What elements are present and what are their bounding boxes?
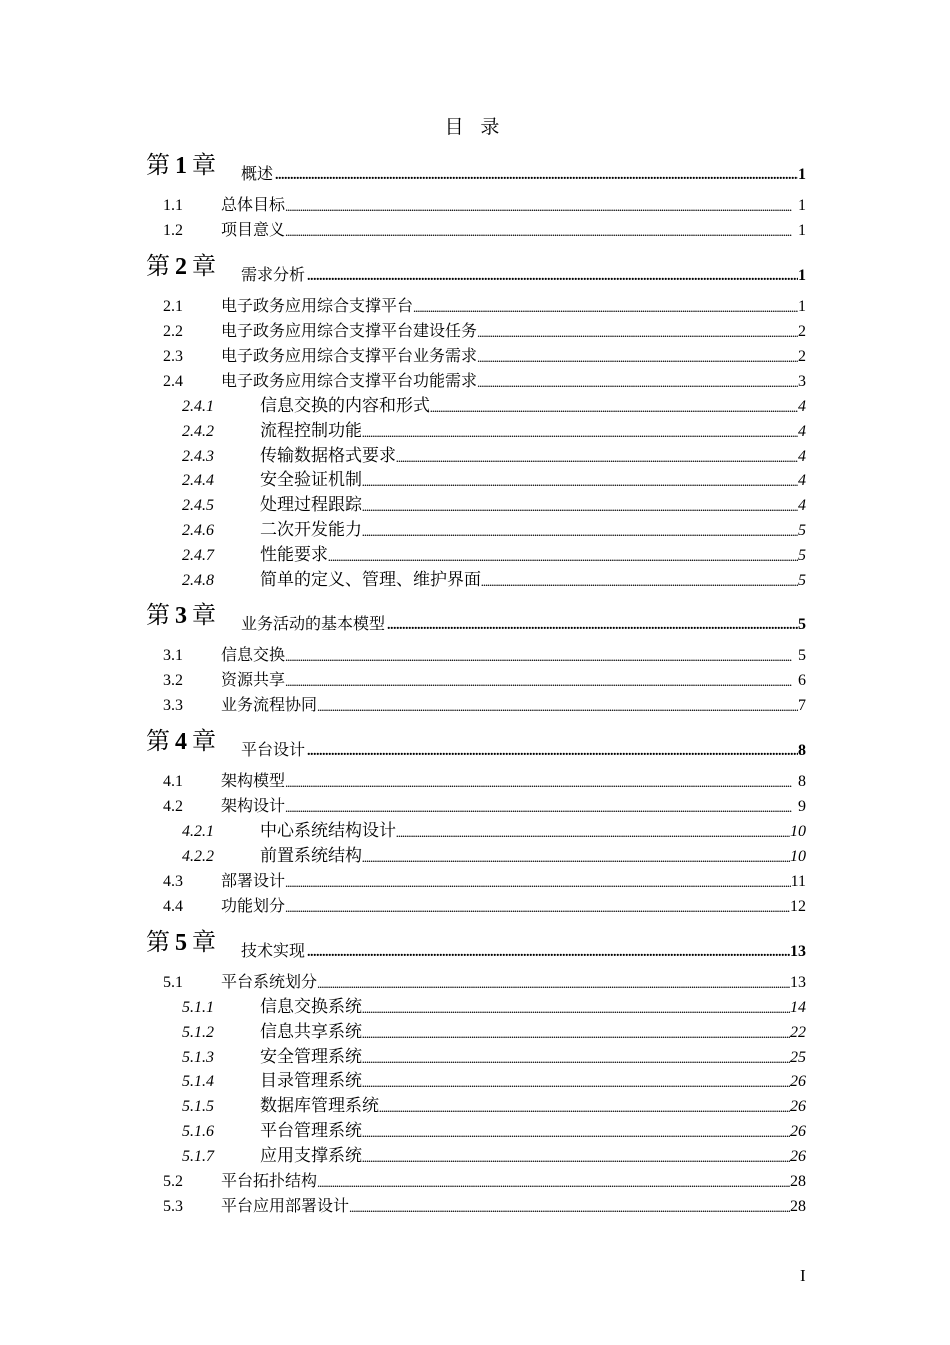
dot-leader (285, 800, 798, 816)
entry-page: 3 (798, 373, 806, 390)
dot-leader (387, 618, 798, 634)
entry-body (221, 893, 806, 916)
dot-leader (307, 744, 798, 760)
entry-title: 业务活动的基本模型 (241, 614, 386, 634)
entry-number: 2.4.7 (182, 546, 214, 564)
dot-leader (362, 850, 790, 866)
entry-body (260, 1042, 806, 1067)
entry-page: 13 (790, 974, 806, 991)
entry-body (221, 318, 806, 341)
section-entry[interactable] (0, 320, 950, 344)
chapter-entry[interactable] (0, 251, 950, 285)
entry-body (260, 1141, 806, 1166)
entry-title: 电子政务应用综合支撑平台 (221, 296, 414, 315)
entry-number: 2.4 (163, 373, 183, 390)
dot-leader (430, 400, 798, 416)
entry-page: 26 (790, 1147, 806, 1165)
chapter-digit: 5 (175, 930, 187, 956)
entry-title: 平台应用部署设计 (221, 1195, 350, 1215)
entry-page: 5 (798, 522, 806, 539)
chapter-number (146, 246, 216, 281)
entry-body (260, 1091, 806, 1116)
chapter-number (146, 721, 216, 756)
entry-number: 2.4.8 (182, 571, 214, 589)
entry-page: 7 (798, 697, 806, 715)
entry-page: 1 (798, 166, 806, 183)
chapter-entry[interactable] (0, 726, 950, 760)
dot-leader (362, 1075, 790, 1091)
section-entry[interactable] (0, 694, 950, 718)
dot-leader (362, 1001, 790, 1017)
entry-title: 信息交换的内容和形式 (260, 396, 430, 416)
entry-title: 处理过程跟踪 (260, 495, 362, 516)
dot-leader (285, 224, 798, 240)
dot-leader (285, 875, 791, 891)
entry-title: 目录管理系统 (260, 1071, 362, 1092)
section-entry[interactable] (0, 770, 950, 794)
entry-title: 业务流程协同 (221, 695, 318, 715)
entry-number: 5.1 (163, 974, 183, 991)
entry-page: 2 (798, 348, 806, 365)
entry-page: 4 (798, 447, 806, 465)
entry-body (221, 642, 806, 665)
entry-body (260, 565, 806, 590)
dot-leader (396, 825, 790, 841)
entry-number: 4.4 (163, 898, 183, 915)
entry-title: 数据库管理系统 (260, 1096, 379, 1117)
section-entry[interactable] (0, 295, 950, 319)
entry-page: 26 (790, 1098, 806, 1116)
entry-page: 28 (790, 1172, 806, 1190)
chapter-suffix: 章 (192, 729, 216, 756)
entry-body (221, 868, 806, 891)
entry-body (221, 793, 806, 816)
chapter-prefix: 第 (146, 729, 170, 756)
chapter-entry[interactable] (0, 600, 950, 634)
entry-title: 安全验证机制 (260, 470, 362, 491)
entry-title: 资源共享 (221, 670, 286, 690)
entry-page: 4 (798, 497, 806, 515)
entry-page: 5 (798, 546, 806, 564)
entry-title: 电子政务应用综合支撑平台建设任务 (221, 321, 478, 340)
dot-leader (481, 574, 798, 590)
dot-leader (362, 524, 798, 540)
section-entry[interactable] (0, 1170, 950, 1194)
dot-leader (275, 168, 798, 184)
entry-body (260, 540, 806, 565)
entry-title: 安全管理系统 (260, 1046, 362, 1067)
dot-leader (285, 649, 798, 665)
entry-number: 5.1.5 (182, 1098, 214, 1116)
entry-page: 12 (790, 898, 806, 915)
entry-body (221, 217, 806, 240)
entry-page: 2 (798, 323, 806, 340)
chapter-prefix: 第 (146, 930, 170, 956)
chapter-digit: 1 (175, 153, 187, 179)
entry-title: 二次开发能力 (260, 520, 362, 540)
entry-body (241, 737, 806, 760)
section-entry[interactable] (0, 669, 950, 693)
entry-number: 5.1.6 (182, 1123, 214, 1140)
subsection-entry[interactable] (0, 569, 950, 593)
dot-leader (379, 1100, 790, 1116)
entry-title: 总体目标 (221, 195, 286, 214)
entry-number: 5.1.7 (182, 1147, 214, 1165)
entry-page: 5 (798, 616, 806, 634)
entry-number: 3.3 (163, 697, 183, 715)
entry-page: 4 (798, 472, 806, 490)
entry-page: 26 (790, 1073, 806, 1091)
section-entry[interactable] (0, 1195, 950, 1219)
entry-body (260, 490, 806, 515)
entry-number: 5.1.1 (182, 999, 214, 1016)
dot-leader (317, 1175, 790, 1191)
section-entry[interactable] (0, 345, 950, 369)
entry-title: 功能划分 (221, 896, 286, 915)
entry-page: 1 (798, 222, 806, 239)
entry-page: 8 (798, 773, 806, 791)
entry-number: 4.3 (163, 873, 183, 890)
chapter-suffix: 章 (192, 153, 216, 179)
chapter-number (146, 922, 216, 957)
entry-number: 3.1 (163, 647, 183, 665)
entry-title: 平台管理系统 (260, 1121, 362, 1141)
entry-page: 5 (798, 571, 806, 589)
dot-leader (349, 1200, 790, 1216)
entry-body (260, 1066, 806, 1091)
dot-leader (362, 474, 798, 490)
entry-page: 14 (790, 999, 806, 1016)
dot-leader (477, 325, 798, 341)
entry-page: 28 (790, 1197, 806, 1215)
entry-number: 2.1 (163, 298, 183, 315)
entry-body (241, 262, 806, 285)
chapter-number (146, 595, 216, 630)
entry-title: 性能要求 (260, 544, 328, 565)
entry-number: 2.4.6 (182, 522, 214, 539)
chapter-suffix: 章 (192, 603, 216, 630)
entry-number: 5.1.2 (182, 1023, 214, 1041)
entry-page: 11 (790, 873, 806, 890)
dot-leader (285, 674, 798, 690)
entry-body (221, 692, 806, 715)
entry-body (260, 391, 806, 416)
entry-page: 1 (798, 298, 806, 315)
entry-body (260, 441, 806, 466)
entry-title: 架构设计 (221, 796, 286, 816)
entry-title: 部署设计 (221, 871, 286, 890)
entry-body (221, 768, 806, 791)
entry-number: 1.2 (163, 222, 183, 239)
entry-title: 应用支撑系统 (260, 1145, 362, 1166)
subsection-entry[interactable] (0, 845, 950, 869)
entry-title: 中心系统结构设计 (260, 821, 396, 842)
entry-number: 4.1 (163, 773, 183, 791)
chapter-entry[interactable] (0, 150, 950, 184)
entry-number: 5.2 (163, 1172, 183, 1190)
entry-title: 信息交换系统 (260, 997, 362, 1017)
entry-page: 13 (790, 943, 806, 960)
entry-page: 5 (798, 647, 806, 665)
chapter-number (146, 145, 216, 180)
entry-number: 2.4.2 (182, 422, 214, 440)
chapter-digit: 3 (175, 603, 187, 630)
entry-body (221, 1168, 806, 1191)
entry-number: 2.4.3 (182, 447, 214, 465)
chapter-suffix: 章 (192, 254, 216, 280)
page-title: 目 录 (444, 117, 506, 138)
entry-number: 3.2 (163, 672, 183, 690)
section-entry[interactable] (0, 194, 950, 218)
chapter-suffix: 章 (192, 930, 216, 956)
entry-body (260, 416, 806, 441)
entry-body (241, 938, 806, 961)
entry-number: 2.3 (163, 348, 183, 365)
entry-body (221, 1193, 806, 1216)
entry-title: 平台系统划分 (221, 972, 318, 991)
entry-number: 4.2 (163, 798, 183, 816)
entry-page: 22 (790, 1023, 806, 1041)
entry-page: 1 (798, 267, 806, 284)
section-entry[interactable] (0, 644, 950, 668)
entry-body (260, 992, 806, 1017)
entry-page: 8 (798, 742, 806, 760)
entry-page: 26 (790, 1123, 806, 1140)
entry-number: 4.2.2 (182, 848, 214, 866)
dot-leader (285, 775, 798, 791)
entry-page: 1 (798, 197, 806, 214)
entry-page: 10 (790, 823, 806, 841)
entry-body (221, 343, 806, 366)
entry-number: 2.4.4 (182, 472, 214, 490)
dot-leader (307, 269, 798, 285)
dot-leader (362, 499, 798, 515)
entry-body (260, 515, 806, 540)
dot-leader (362, 1125, 790, 1141)
entry-title: 平台设计 (241, 740, 306, 760)
entry-body (221, 969, 806, 992)
entry-body (260, 816, 806, 841)
entry-title: 技术实现 (241, 941, 306, 960)
entry-body (221, 368, 806, 391)
entry-body (221, 293, 806, 316)
entry-number: 2.2 (163, 323, 183, 340)
entry-page: 6 (798, 672, 806, 690)
entry-title: 信息共享系统 (260, 1021, 362, 1042)
chapter-digit: 2 (175, 254, 187, 280)
entry-number: 5.1.4 (182, 1073, 214, 1091)
dot-leader (317, 699, 798, 715)
dot-leader (362, 1150, 790, 1166)
entry-number: 2.4.1 (182, 398, 214, 415)
entry-title: 需求分析 (241, 265, 306, 284)
entry-body (260, 1116, 806, 1141)
page-number: I (800, 1266, 806, 1285)
entry-title: 概述 (241, 164, 274, 183)
entry-title: 简单的定义、管理、维护界面 (260, 569, 481, 590)
entry-page: 9 (798, 798, 806, 816)
entry-title: 架构模型 (221, 771, 286, 791)
dot-leader (307, 945, 790, 961)
entry-number: 2.4.5 (182, 497, 214, 515)
dot-leader (285, 199, 798, 215)
entry-title: 电子政务应用综合支撑平台功能需求 (221, 371, 478, 390)
entry-page: 25 (790, 1048, 806, 1066)
dot-leader (328, 549, 798, 565)
subsection-entry[interactable] (0, 1145, 950, 1169)
entry-page: 4 (798, 398, 806, 415)
entry-body (260, 465, 806, 490)
section-entry[interactable] (0, 895, 950, 919)
entry-number: 5.1.3 (182, 1048, 214, 1066)
entry-body (260, 841, 806, 866)
entry-title: 流程控制功能 (260, 420, 362, 441)
entry-number: 1.1 (163, 197, 183, 214)
dot-leader (477, 350, 798, 366)
entry-body (221, 667, 806, 690)
chapter-prefix: 第 (146, 153, 170, 179)
dot-leader (477, 375, 798, 391)
entry-number: 4.2.1 (182, 823, 214, 841)
dot-leader (317, 976, 790, 992)
section-entry[interactable] (0, 870, 950, 894)
entry-title: 项目意义 (221, 220, 286, 239)
entry-body (241, 161, 806, 184)
entry-number: 5.3 (163, 1197, 183, 1215)
entry-title: 平台拓扑结构 (221, 1170, 318, 1190)
entry-page: 10 (790, 848, 806, 866)
dot-leader (413, 300, 798, 316)
entry-title: 前置系统结构 (260, 846, 362, 867)
entry-title: 电子政务应用综合支撑平台业务需求 (221, 346, 478, 365)
entry-body (260, 1017, 806, 1042)
entry-page: 4 (798, 422, 806, 440)
dot-leader (285, 900, 790, 916)
entry-title: 信息交换 (221, 645, 286, 665)
dot-leader (362, 425, 798, 441)
chapter-prefix: 第 (146, 603, 170, 630)
entry-body (241, 611, 806, 634)
section-entry[interactable] (0, 219, 950, 243)
chapter-entry[interactable] (0, 927, 950, 961)
dot-leader (362, 1051, 790, 1067)
chapter-digit: 4 (175, 729, 187, 756)
entry-body (221, 192, 806, 215)
dot-leader (362, 1026, 790, 1042)
dot-leader (396, 450, 798, 466)
entry-title: 传输数据格式要求 (260, 445, 396, 466)
chapter-prefix: 第 (146, 254, 170, 280)
